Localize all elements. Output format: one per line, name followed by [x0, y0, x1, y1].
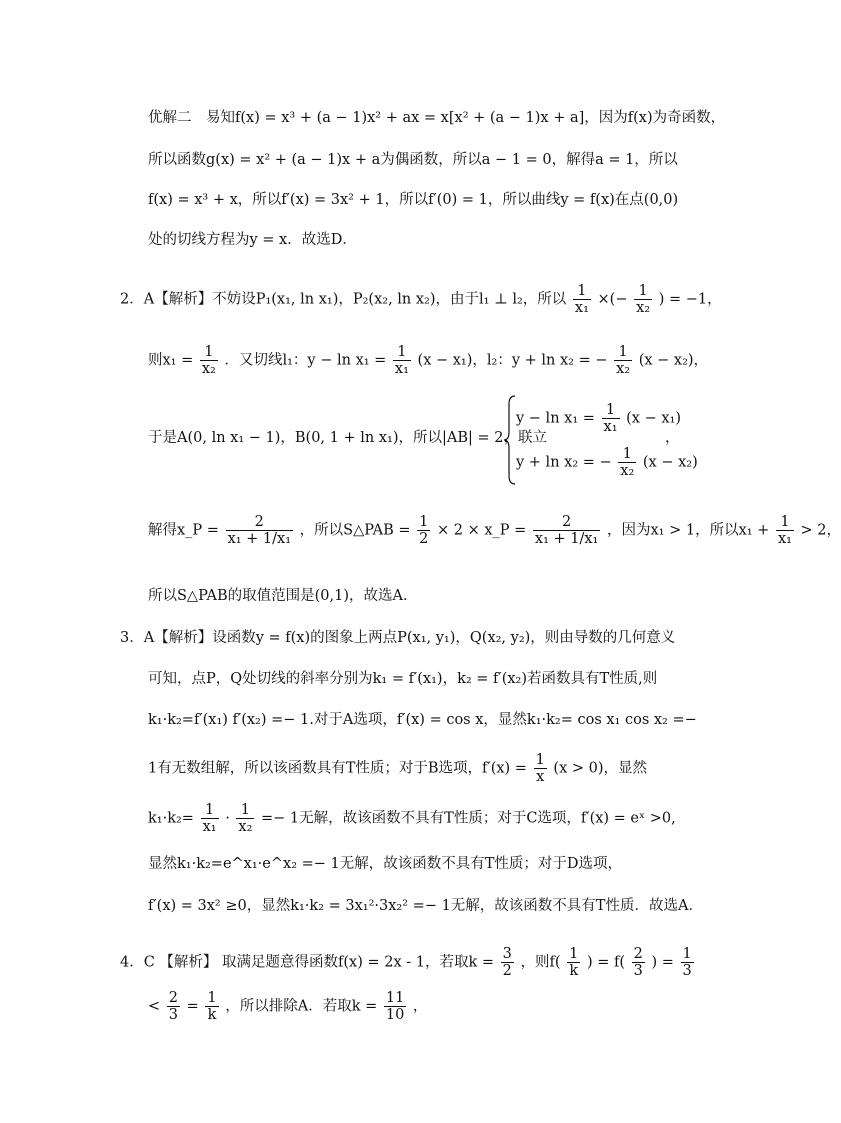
fraction-1-over-x1-c: $\frac{1}{\text{x₁}}$ [777, 514, 792, 547]
fraction-11-over-10: $\frac{11}{10}$ [385, 990, 405, 1023]
solution2-line4: 处的切线方程为y = x．故选D． [148, 232, 357, 248]
problem2-head: 2．A【解析】不妨设P₁(x₁, ln x₁)，P₂(x₂, ln x₂)，由于l₁ ⊥ l₂，所以 [120, 291, 567, 308]
problem2-line1 [120, 283, 722, 316]
times-sign: ×(− [597, 291, 628, 308]
fraction-3-over-2: $\frac{3}{2}$ [502, 946, 512, 979]
problem3-line1: 3．A【解析】设函数y = f(x)的图象上两点P(x₁, y₁)，Q(x₂, y₂)，则由导数的几何意义 [120, 630, 676, 646]
problem3-line7: f′(x) = 3x² ≥0，显然k₁·k₂ = 3x₁²·3x₂² =− 1无解，故该函数不具有T性质．故选A． [148, 898, 703, 914]
solution2-line3: f(x) = x³ + x，所以f′(x) = 3x² + 1，所以f′(0) = 1，所以曲线y = f(x)在点(0,0) [148, 192, 679, 208]
fraction-1-over-3: $\frac{1}{3}$ [682, 946, 692, 979]
problem2-line5: 所以S△PAB的取值范围是(0,1)，故选A． [148, 588, 418, 604]
fraction-1-over-x: $\frac{1}{x}$ [535, 752, 545, 785]
fraction-2-over-sum: $\frac{2}{\text{x₁ + 1/x₁}}$ [227, 514, 292, 547]
problem2-line3 [148, 428, 547, 448]
fraction-1-over-x2-d: $\frac{1}{\text{x₂}}$ [238, 802, 253, 835]
problem4-line2: < $\frac{2}{3}$ = $\frac{1}{k}$ ，所以排除A．若取k = $\frac{11}{10}$ ， [148, 990, 428, 1023]
fraction-1-over-x2-b: $\frac{1}{\text{x₂}}$ [201, 344, 216, 377]
problem4-line1: 4．C 【解析】 取满足题意得函数f(x) = 2x - 1，若取k = $\frac{3}{2}$ ，则f( $\frac{1}{k}$ ) = f( $\frac{2}{3}$ ) = $\frac{1}{3}$ [120, 946, 692, 979]
system-brace [503, 394, 517, 486]
solution2-line2: 所以函数g(x) = x² + (a − 1)x + a为偶函数，所以a − 1 = 0，解得a = 1，所以 [148, 152, 678, 168]
fraction-half: $\frac{1}{2}$ [419, 514, 429, 547]
fraction-2-over-sum-b: $\frac{2}{\text{x₁ + 1/x₁}}$ [534, 514, 599, 547]
problem2-line2 [148, 344, 708, 377]
problem2-line3-a: 于是A(0, ln x₁ − 1)，B(0, 1 + ln x₁)，所以|AB| = 2，联立 [148, 430, 547, 446]
fraction-1-over-x2-c: $\frac{1}{\text{x₂}}$ [616, 344, 631, 377]
fraction-1-over-x1-b: $\frac{1}{\text{x₁}}$ [394, 344, 409, 377]
problem3-line4: 1有无数组解，所以该函数具有T性质；对于B选项，f′(x) = $\frac{1}{x}$ (x > 0)，显然 [148, 752, 648, 785]
problem2-line2-a: 则x₁ = [148, 352, 194, 369]
fraction-1-over-k: $\frac{1}{k}$ [569, 946, 579, 979]
system-eq2: y + ln x₂ = − $\frac{1}{\text{x₂}}$ (x − x₂) [516, 446, 698, 479]
solution2-line1: 优解二 易知f(x) = x³ + (a − 1)x² + ax = x[x² + (a − 1)x + a]，因为f(x)为奇函数， [148, 110, 726, 126]
problem2-line2-d: (x − x₂)， [638, 352, 709, 369]
problem3-line3: k₁·k₂=f′(x₁) f′(x₂) =− 1.对于A选项，f′(x) = cos x，显然k₁·k₂= cos x₁ cos x₂ =− [148, 712, 697, 728]
problem3-line2: 可知，点P，Q处切线的斜率分别为k₁ = f′(x₁)，k₂ = f′(x₂)若函数具有T性质,则 [148, 671, 658, 687]
system-eq1: y − ln x₁ = $\frac{1}{\text{x₁}}$ (x − x₁) [516, 402, 681, 435]
problem3-line6: 显然k₁·k₂=e^x₁·e^x₂ =− 1无解，故该函数不具有T性质；对于D选项， [148, 856, 623, 872]
problem2-line2-b: ．又切线l₁：y − ln x₁ = [224, 352, 387, 369]
fraction-1-over-x2: $\frac{1}{\text{x₂}}$ [636, 283, 651, 316]
fraction-2-over-3: $\frac{2}{3}$ [633, 946, 643, 979]
fraction-1-over-k-b: $\frac{1}{k}$ [207, 990, 217, 1023]
problem2-line4: 解得x_P = $\frac{2}{\text{x₁ + 1/x₁}}$ ，所以S△PAB = $\frac{1}{2}$ × 2 × x_P = $\frac{2}{\text{x₁ + 1/x₁}}$ ，因为x₁ > 1，所以x₁ + $\frac{1}{\text{x₁}}$ > 2， [148, 514, 841, 547]
problem2-head-tail: = −1， [668, 291, 722, 308]
problem2-line2-c: (x − x₁)，l₂：y + ln x₂ = − [417, 352, 608, 369]
paren-close: ) [658, 291, 665, 308]
fraction-1-over-x1: $\frac{1}{\text{x₁}}$ [574, 283, 589, 316]
fraction-1-over-x1-d: $\frac{1}{\text{x₁}}$ [202, 802, 217, 835]
system-comma: ， [665, 430, 680, 446]
fraction-2-over-3-b: $\frac{2}{3}$ [168, 990, 178, 1023]
problem3-line5: k₁·k₂= $\frac{1}{\text{x₁}}$ · $\frac{1}{\text{x₂}}$ =− 1无解，故该函数不具有T性质；对于C选项，f′(x) = eˣ >0, [148, 802, 676, 835]
